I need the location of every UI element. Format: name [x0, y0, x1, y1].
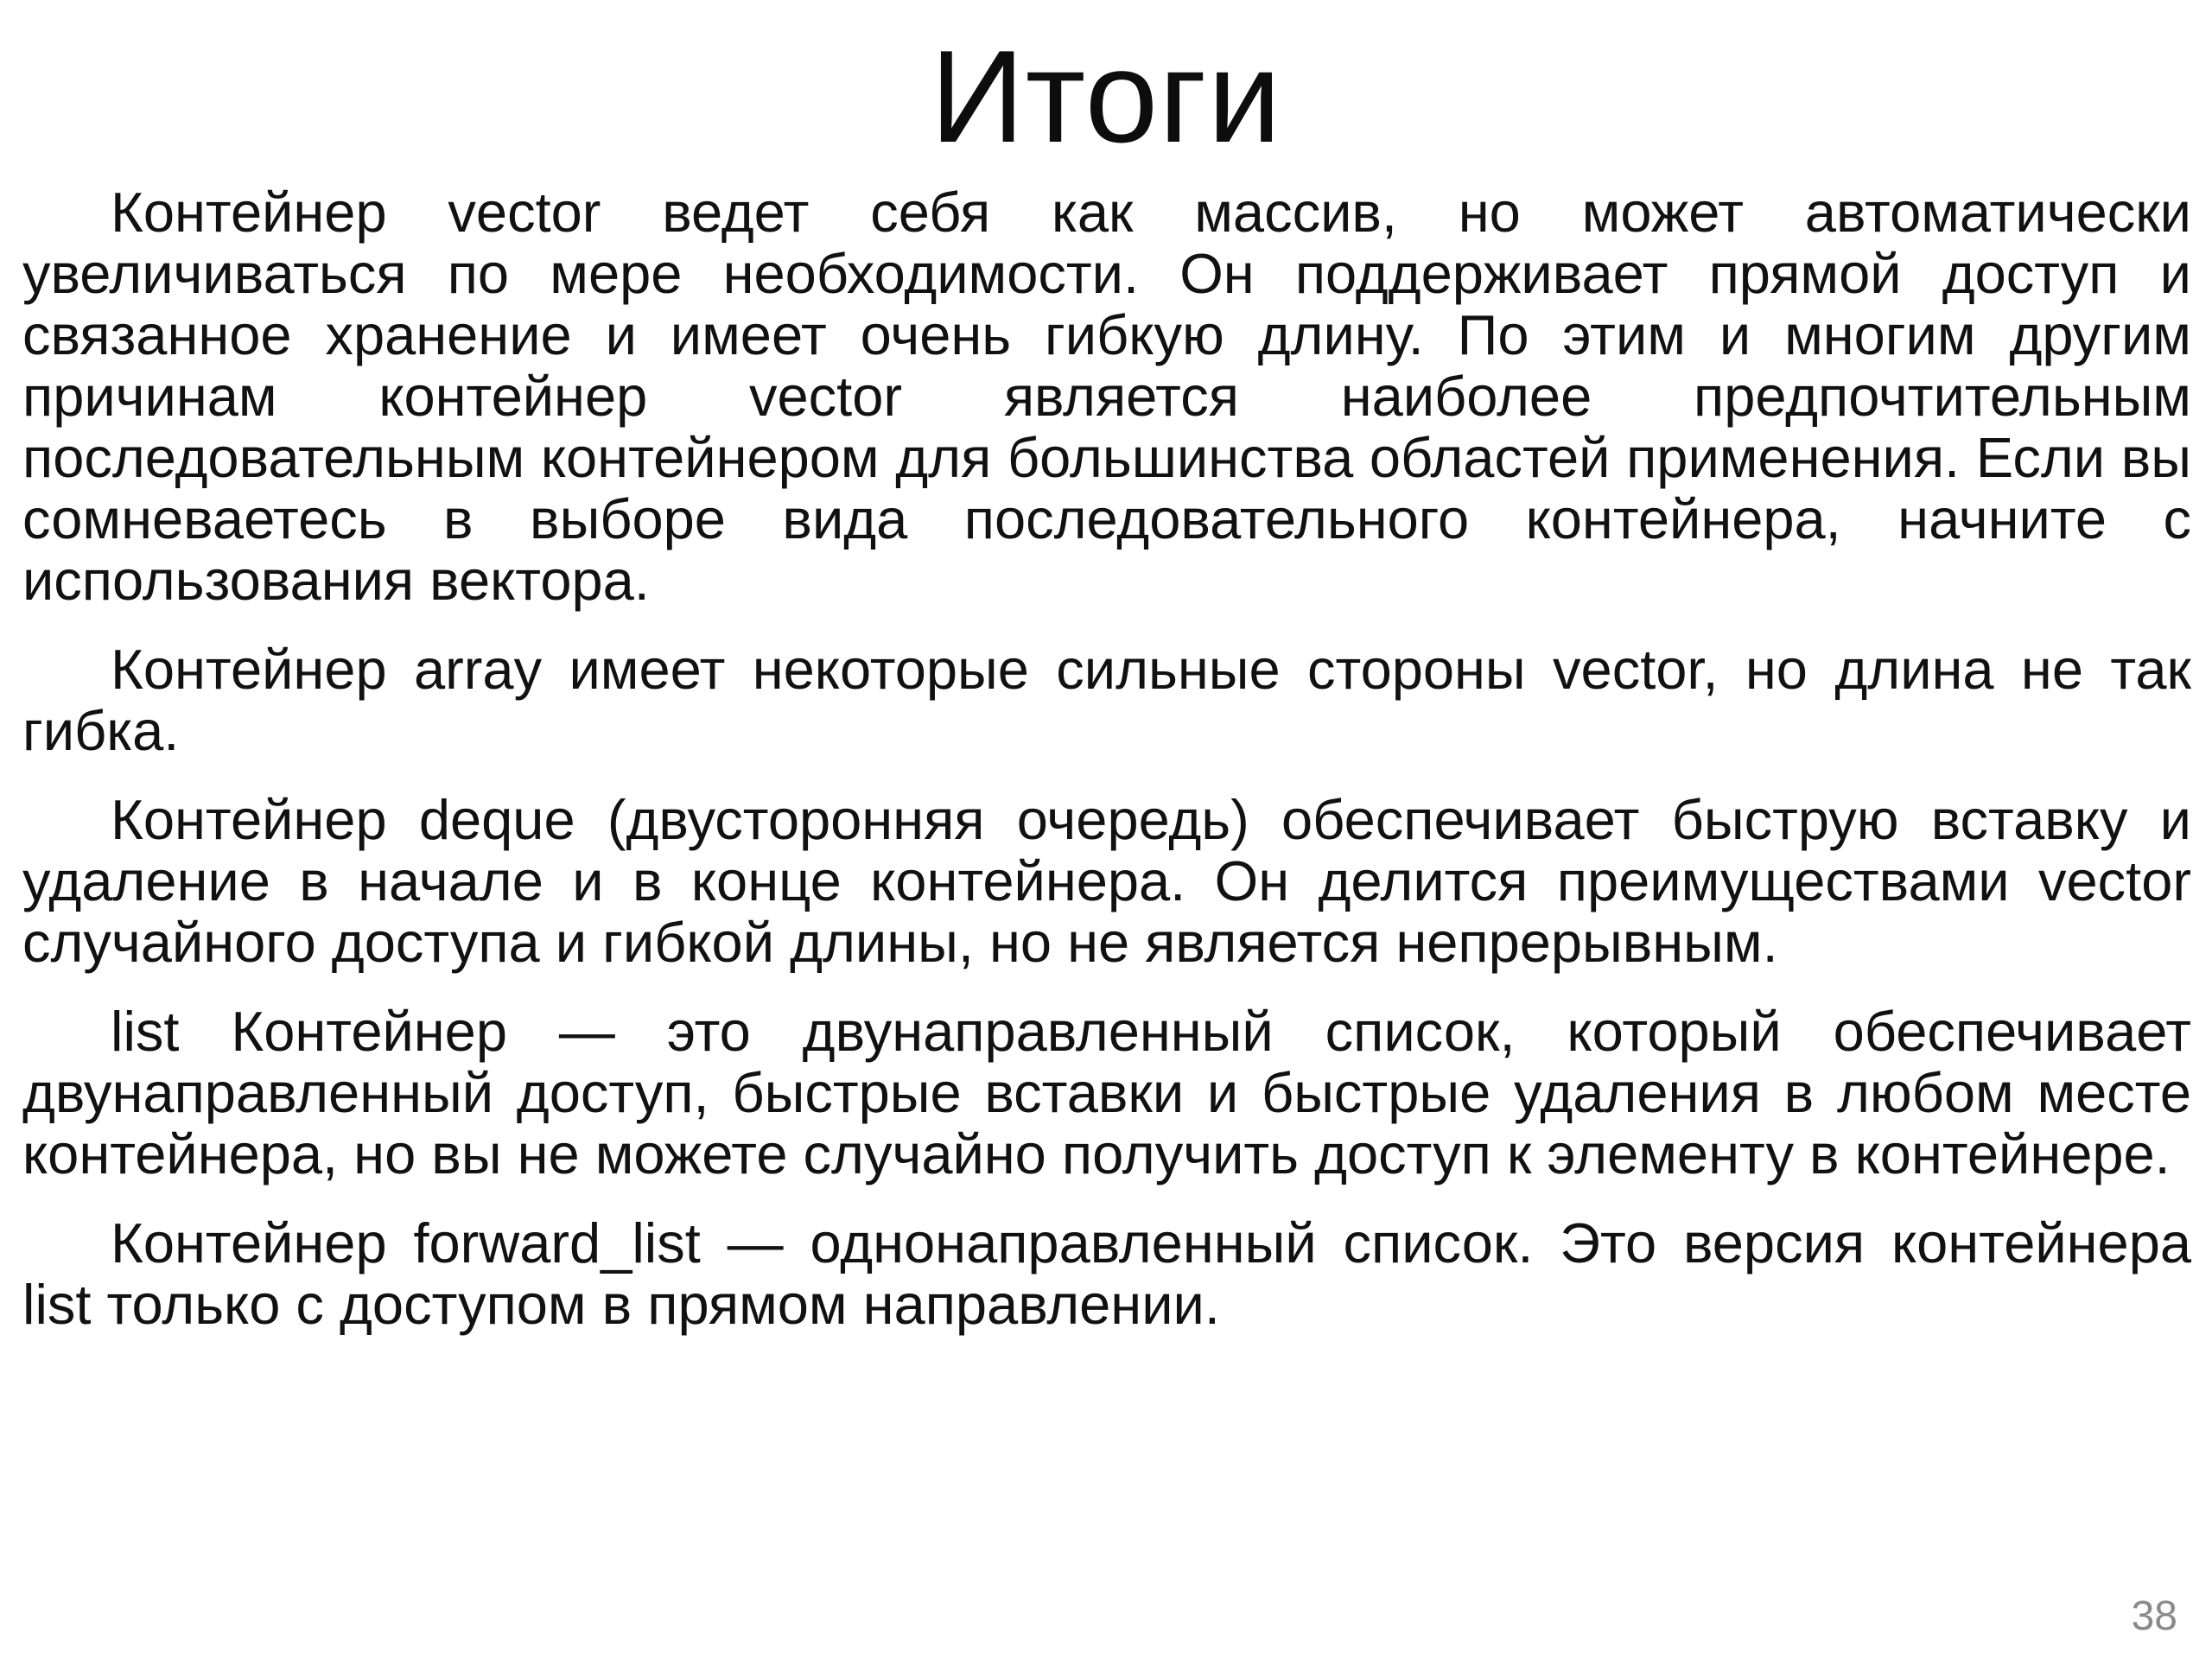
page-number: 38 — [2131, 1593, 2177, 1639]
paragraph-vector: Контейнер vector ведет себя как массив, но может автоматически увеличиваться по мере необходимости. Он поддерживает прямой доступ и связанное хранение и имеет очень гибкую длину. По этим и многим другим причинам контейнер vector является наиболее предпочтительным последовательным контейнером для большинства областей применения. Если вы сомневаетесь в выборе вида последовательного контейнера, начните с использования вектора. — [22, 181, 2191, 612]
paragraph-array: Контейнер array имеет некоторые сильные стороны vector, но длина не так гибка. — [22, 638, 2191, 762]
slide-title: Итоги — [930, 23, 1282, 170]
slide-body — [22, 181, 2191, 1363]
paragraph-list: list Контейнер — это двунаправленный список, который обеспечивает двунаправленный доступ, быстрые вставки и быстрые удаления в любом месте контейнера, но вы не можете случайно получить доступ к элементу в контейнере. — [22, 1000, 2191, 1185]
paragraph-deque: Контейнер deque (двусторонняя очередь) обеспечивает быструю вставку и удаление в начале и в конце контейнера. Он делится преимуществами vector случайного доступа и гибкой длины, но не является непрерывным. — [22, 788, 2191, 974]
paragraph-forward-list: Контейнер forward_list — однонаправленный список. Это версия контейнера list только с доступом в прямом направлении. — [22, 1211, 2191, 1336]
